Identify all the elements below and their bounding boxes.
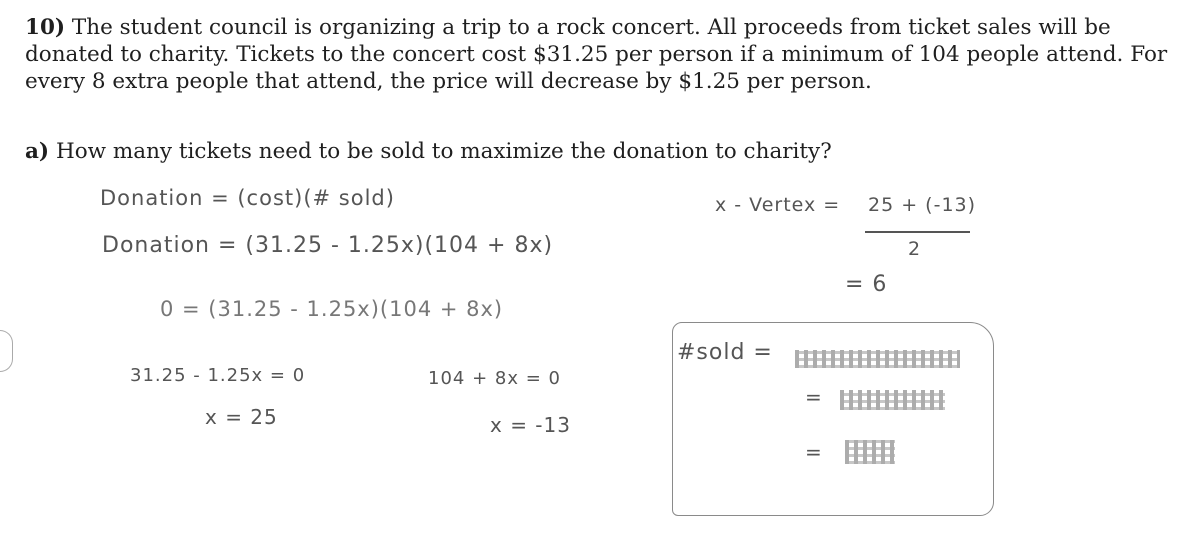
question-label: a) (25, 139, 50, 164)
work-line-second-factor: 104 + 8x = 0 (428, 368, 561, 389)
problem-statement (25, 14, 1185, 95)
work-line-donation-formula: Donation = (cost)(# sold) (100, 186, 395, 210)
vertex-fraction-bar (865, 231, 970, 233)
vertex-result: = 6 (845, 272, 888, 297)
obscured-answer-3 (845, 440, 895, 464)
work-line-zero-equation: 0 = (31.25 - 1.25x)(104 + 8x) (160, 297, 504, 321)
margin-mark (0, 330, 13, 372)
work-line-donation-expression: Donation = (31.25 - 1.25x)(104 + 8x) (102, 233, 554, 258)
work-line-first-factor: 31.25 - 1.25x = 0 (130, 365, 306, 386)
obscured-answer-1 (795, 350, 960, 368)
equals-sign-3: = (805, 440, 823, 464)
vertex-denominator: 2 (908, 238, 922, 260)
work-line-first-root: x = 25 (205, 405, 278, 429)
obscured-answer-2 (840, 390, 945, 410)
vertex-label: x - Vertex = (715, 194, 841, 216)
equals-sign-2: = (805, 385, 823, 409)
vertex-numerator: 25 + (-13) (868, 194, 977, 216)
problem-text: The student council is organizing a trip to a rock concert. All proceeds from ticket sales will be donated to charity. Tickets to the concert cost $31.25 per person if a minimum of 104 people attend. For every 8 extra people that attend, the price will decrease by $1.25 per person. (25, 15, 1168, 94)
sold-label: #sold = (677, 340, 773, 365)
question-a (25, 138, 832, 165)
work-line-second-root: x = -13 (490, 413, 571, 437)
problem-number: 10) (25, 15, 66, 40)
question-text: How many tickets need to be sold to maximize the donation to charity? (49, 139, 832, 164)
